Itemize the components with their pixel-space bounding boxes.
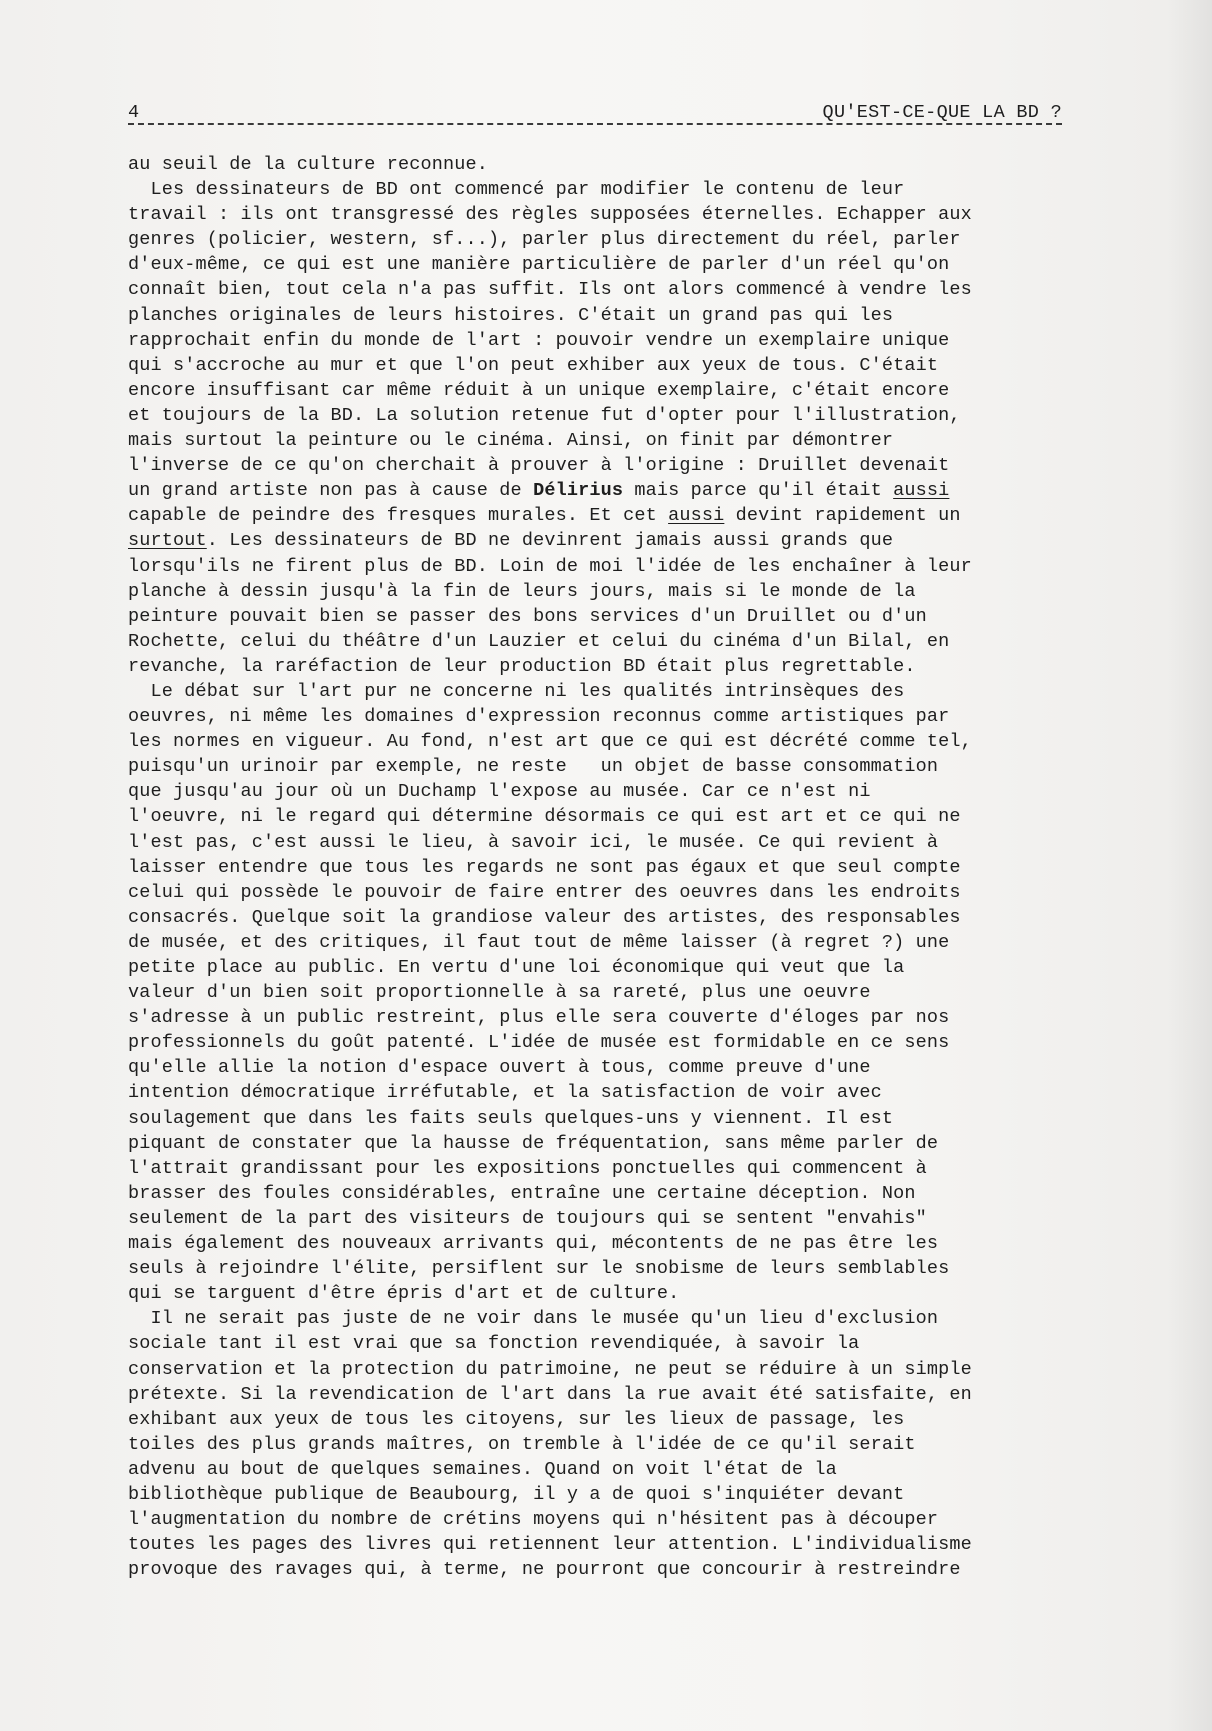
text-line — [128, 1306, 1062, 1331]
page-number: 4 — [128, 102, 140, 123]
text-line — [128, 1532, 1062, 1557]
text-line — [128, 202, 1062, 227]
text-line — [128, 1181, 1062, 1206]
text-segment: encore insuffisant car même réduit à un unique exemplaire, c'était encore — [128, 379, 950, 401]
text-segment: Il ne serait pas juste de ne voir dans le musée qu'un lieu d'exclusion — [128, 1308, 939, 1330]
text-line — [128, 1382, 1062, 1407]
text-line — [128, 779, 1062, 804]
text-line — [128, 880, 1062, 905]
text-segment: provoque des ravages qui, à terme, ne pourront que concourir à restreindre — [128, 1559, 961, 1581]
header-dashed-rule — [128, 123, 1062, 125]
text-segment: mais surtout la peinture ou le cinéma. Ainsi, on finit par démontrer — [128, 430, 894, 452]
text-line — [128, 227, 1062, 252]
text-segment: Le débat sur l'art pur ne concerne ni les qualités intrinsèques des — [128, 680, 905, 702]
text-segment: prétexte. Si la revendication de l'art dans la rue avait été satisfaite, en — [128, 1383, 972, 1405]
body-text — [128, 152, 1062, 1582]
text-segment: et toujours de la BD. La solution retenue fut d'opter pour l'illustration, — [128, 404, 961, 426]
text-segment: puisqu'un urinoir par exemple, ne reste un objet de basse consommation — [128, 756, 939, 778]
text-segment: l'augmentation du nombre de crétins moyens qui n'hésitent pas à découper — [128, 1509, 939, 1531]
text-line — [128, 378, 1062, 403]
text-segment: rapprochait enfin du monde de l'art : pouvoir vendre un exemplaire unique — [128, 329, 950, 351]
text-line — [128, 1055, 1062, 1080]
text-line — [128, 277, 1062, 302]
text-line — [128, 1256, 1062, 1281]
text-segment: bibliothèque publique de Beaubourg, il y a de quoi s'inquiéter devant — [128, 1483, 905, 1505]
text-line — [128, 403, 1062, 428]
text-segment: soulagement que dans les faits seuls quelques-uns y viennent. Il est — [128, 1107, 894, 1129]
text-segment: toiles des plus grands maîtres, on tremble à l'idée de ce qu'il serait — [128, 1433, 916, 1455]
text-line — [128, 453, 1062, 478]
text-segment: valeur d'un bien soit proportionnelle à sa rareté, plus une oeuvre — [128, 982, 871, 1004]
text-segment: Les dessinateurs de BD ont commencé par modifier le contenu de leur — [128, 179, 905, 201]
text-segment: . Les dessinateurs de BD ne devinrent jamais aussi grands que — [206, 530, 894, 552]
text-line — [128, 328, 1062, 353]
text-segment: piquant de constater que la hausse de fréquentation, sans même parler de — [128, 1132, 939, 1154]
text-segment: Rochette, celui du théâtre d'un Lauzier et celui du cinéma d'un Bilal, en — [128, 630, 950, 652]
text-line — [128, 252, 1062, 277]
underlined-word: surtout — [128, 530, 207, 552]
text-line — [128, 503, 1062, 528]
text-line — [128, 604, 1062, 629]
text-line — [128, 804, 1062, 829]
text-line — [128, 1156, 1062, 1181]
text-segment: oeuvres, ni même les domaines d'expression reconnus comme artistiques par — [128, 706, 950, 728]
text-line — [128, 1206, 1062, 1231]
text-line — [128, 1005, 1062, 1030]
text-segment: les normes en vigueur. Au fond, n'est art que ce qui est décrété comme tel, — [128, 731, 972, 753]
text-segment: sociale tant il est vrai que sa fonction revendiquée, à savoir la — [128, 1333, 860, 1355]
text-segment: laisser entendre que tous les regards ne sont pas égaux et que seul compte — [128, 856, 961, 878]
text-segment: d'eux-même, ce qui est une manière particulière de parler d'un réel qu'on — [128, 254, 950, 276]
text-line — [128, 152, 1062, 177]
text-line — [128, 1507, 1062, 1532]
text-line — [128, 1482, 1062, 1507]
text-segment: seulement de la part des visiteurs de toujours qui se sentent "envahis" — [128, 1207, 927, 1229]
text-segment: planches originales de leurs histoires. C'était un grand pas qui les — [128, 304, 894, 326]
text-line — [128, 679, 1062, 704]
text-line — [128, 704, 1062, 729]
text-line — [128, 303, 1062, 328]
text-line — [128, 528, 1062, 553]
text-line — [128, 1131, 1062, 1156]
text-segment: s'adresse à un public restreint, plus elle sera couverte d'éloges par nos — [128, 1007, 950, 1029]
text-segment: qu'elle allie la notion d'espace ouvert à tous, comme preuve d'une — [128, 1057, 871, 1079]
text-segment: professionnels du goût patenté. L'idée de musée est formidable en ce sens — [128, 1032, 950, 1054]
text-segment: peinture pouvait bien se passer des bons services d'un Druillet ou d'un — [128, 605, 927, 627]
text-segment: brasser des foules considérables, entraîne une certaine déception. Non — [128, 1182, 916, 1204]
text-line — [128, 1281, 1062, 1306]
text-segment: au seuil de la culture reconnue. — [128, 154, 489, 175]
text-line — [128, 478, 1062, 503]
text-segment: celui qui possède le pouvoir de faire entrer des oeuvres dans les endroits — [128, 881, 961, 903]
text-line — [128, 905, 1062, 930]
text-line — [128, 1557, 1062, 1582]
text-line — [128, 353, 1062, 378]
text-segment: l'attrait grandissant pour les expositions ponctuelles qui commencent à — [128, 1157, 927, 1179]
text-segment: l'inverse de ce qu'on cherchait à prouver à l'origine : Druillet devenait — [128, 455, 950, 477]
text-line — [128, 579, 1062, 604]
text-segment: planche à dessin jusqu'à la fin de leurs jours, mais si le monde de la — [128, 580, 916, 602]
text-line — [128, 629, 1062, 654]
underlined-word: aussi — [893, 480, 950, 502]
text-line — [128, 830, 1062, 855]
text-line — [128, 930, 1062, 955]
text-line — [128, 1080, 1062, 1105]
text-segment: l'oeuvre, ni le regard qui détermine désormais ce qui est art et ce qui ne — [128, 806, 961, 828]
text-segment: mais également des nouveaux arrivants qui, mécontents de ne pas être les — [128, 1233, 939, 1255]
running-title: QU'EST-CE-QUE LA BD ? — [822, 102, 1062, 123]
text-segment: travail : ils ont transgressé des règles supposées éternelles. Echapper aux — [128, 204, 972, 226]
text-line — [128, 1030, 1062, 1055]
text-segment: capable de peindre des fresques murales. Et cet — [128, 505, 669, 527]
text-line — [128, 955, 1062, 980]
text-segment: devint rapidement un — [724, 505, 961, 527]
text-segment: un grand artiste non pas à cause de — [128, 480, 534, 502]
text-segment: lorsqu'ils ne firent plus de BD. Loin de moi l'idée de les enchaîner à leur — [128, 555, 972, 577]
text-line — [128, 554, 1062, 579]
bold-title: Délirius — [533, 480, 624, 502]
text-line — [128, 428, 1062, 453]
text-line — [128, 1331, 1062, 1356]
text-line — [128, 980, 1062, 1005]
text-segment: qui s'accroche au mur et que l'on peut exhiber aux yeux de tous. C'était — [128, 354, 939, 376]
underlined-word: aussi — [668, 505, 725, 527]
text-line — [128, 754, 1062, 779]
text-line — [128, 729, 1062, 754]
text-segment: exhibant aux yeux de tous les citoyens, sur les lieux de passage, les — [128, 1408, 905, 1430]
text-segment: l'est pas, c'est aussi le lieu, à savoir ici, le musée. Ce qui revient à — [128, 831, 939, 853]
text-segment: de musée, et des critiques, il faut tout de même laisser (à regret ?) une — [128, 931, 950, 953]
page-shadow — [1167, 0, 1212, 1731]
text-line — [128, 1457, 1062, 1482]
text-line — [128, 1407, 1062, 1432]
text-line — [128, 654, 1062, 679]
text-line — [128, 1106, 1062, 1131]
text-line — [128, 1432, 1062, 1457]
text-segment: qui se targuent d'être épris d'art et de culture. — [128, 1283, 680, 1305]
text-line — [128, 1231, 1062, 1256]
text-segment: que jusqu'au jour où un Duchamp l'expose au musée. Car ce n'est ni — [128, 781, 871, 803]
text-segment: conservation et la protection du patrimoine, ne peut se réduire à un simple — [128, 1358, 972, 1380]
text-segment: consacrés. Quelque soit la grandiose valeur des artistes, des responsables — [128, 906, 961, 928]
text-segment: petite place au public. En vertu d'une loi économique qui veut que la — [128, 957, 905, 978]
text-segment: mais parce qu'il était — [623, 480, 894, 502]
text-line — [128, 1357, 1062, 1382]
text-segment: intention démocratique irréfutable, et la satisfaction de voir avec — [128, 1082, 882, 1104]
text-segment: connaît bien, tout cela n'a pas suffit. Ils ont alors commencé à vendre les — [128, 279, 972, 301]
text-segment: revanche, la raréfaction de leur production BD était plus regrettable. — [128, 655, 916, 677]
text-line — [128, 177, 1062, 202]
text-segment: toutes les pages des livres qui retiennent leur attention. L'individualisme — [128, 1534, 972, 1556]
text-line — [128, 855, 1062, 880]
text-segment: genres (policier, western, sf...), parler plus directement du réel, parler — [128, 229, 961, 251]
text-segment: advenu au bout de quelques semaines. Quand on voit l'état de la — [128, 1458, 837, 1480]
text-segment: seuls à rejoindre l'élite, persiflent sur le snobisme de leurs semblables — [128, 1258, 950, 1280]
